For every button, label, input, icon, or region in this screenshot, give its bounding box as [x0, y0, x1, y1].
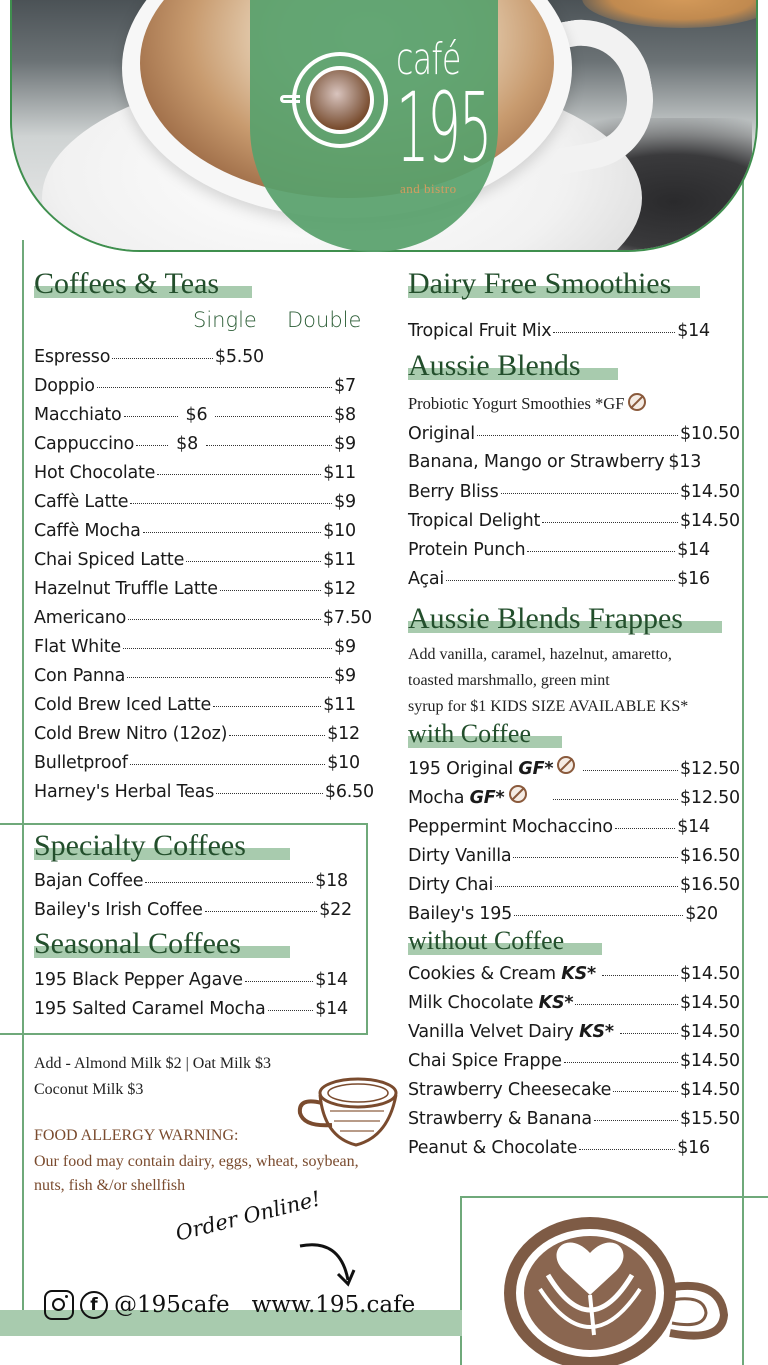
milk-addons-line2: Coconut Milk $3 [34, 1081, 144, 1098]
menu-item: Chai Spiced Latte $11 [34, 545, 356, 575]
menu-item: Mocha GF* $12.50 [408, 783, 740, 813]
order-online-label: Order Online! [173, 1186, 323, 1246]
menu-item: Cookies & Cream KS* $14.50 [408, 959, 740, 989]
logo-cafe-text: café [396, 34, 461, 85]
menu-item: 195 Original GF* $12.50 [408, 754, 740, 784]
menu-item: Tropical Delight $14.50 [408, 506, 740, 536]
menu-item: Berry Bliss $14.50 [408, 477, 740, 507]
menu-item: Caffè Latte $9 [34, 487, 356, 517]
menu-item: Milk Chocolate KS* $14.50 [408, 988, 740, 1018]
allergy-title: FOOD ALLERGY WARNING: [34, 1127, 239, 1144]
frame-line-left [22, 240, 24, 1335]
menu-item: Americano $7.50 [34, 603, 372, 633]
facebook-icon[interactable]: f [80, 1291, 108, 1319]
menu-item: Doppio $7 [34, 371, 356, 401]
logo-handle-icon [280, 95, 300, 103]
menu-item: Chai Spice Frappe $14.50 [408, 1046, 740, 1076]
allergy-line1: Our food may contain dairy, eggs, wheat, soybean, [34, 1153, 359, 1170]
frappes-note-line2: toasted marshmallo, green mint [408, 672, 610, 689]
menu-item: Hazelnut Truffle Latte $12 [34, 574, 356, 604]
col-double-label: Double [287, 308, 362, 332]
frappes-heading: Aussie Blends Frappes [408, 603, 683, 635]
dairy-free-heading: Dairy Free Smoothies [408, 268, 671, 300]
milk-addons-line1: Add - Almond Milk $2 | Oat Milk $3 [34, 1055, 271, 1072]
allergy-line2: nuts, fish &/or shellfish [34, 1177, 186, 1194]
menu-item: Banana, Mango or Strawberry $13 [408, 452, 702, 472]
social-links [44, 1290, 415, 1320]
instagram-icon[interactable] [44, 1290, 74, 1320]
frame-line-sketch-right [742, 1196, 744, 1365]
coffees-teas-heading: Coffees & Teas [34, 268, 219, 300]
pastry-photo [582, 0, 758, 28]
menu-item: Caffè Mocha $10 [34, 516, 356, 546]
menu-item: 195 Salted Caramel Mocha $14 [34, 994, 348, 1024]
frappes-note-line1: Add vanilla, caramel, hazelnut, amaretto, [408, 646, 672, 663]
menu-item: Dirty Vanilla $16.50 [408, 841, 740, 871]
menu-item: Hot Chocolate $11 [34, 458, 356, 488]
menu-item: Bajan Coffee $18 [34, 866, 348, 896]
menu-item: Vanilla Velvet Dairy KS* $14.50 [408, 1017, 740, 1047]
menu-item: Harney's Herbal Teas $6.50 [34, 777, 374, 807]
menu-item: Peanut & Chocolate $16 [408, 1133, 710, 1163]
logo-tagline: and bistro [400, 181, 457, 196]
frappes-note-line3: syrup for $1 KIDS SIZE AVAILABLE KS* [408, 698, 689, 715]
gluten-free-icon [628, 393, 646, 411]
menu-item: Peppermint Mochaccino $14 [408, 812, 710, 842]
menu-item: Protein Punch $14 [408, 535, 710, 565]
menu-item: Flat White $9 [34, 632, 356, 662]
logo-coffee-icon [306, 66, 374, 134]
with-coffee-heading: with Coffee [408, 718, 531, 750]
aussie-subtitle: Probiotic Yogurt Smoothies *GF [408, 391, 646, 417]
menu-item: Cold Brew Iced Latte $11 [34, 690, 356, 720]
specialty-heading: Specialty Coffees [34, 830, 246, 862]
menu-item: Macchiato $6 $8 [34, 400, 356, 430]
menu-item: Bailey's Irish Coffee $22 [34, 895, 352, 925]
without-coffee-heading: without Coffee [408, 925, 564, 957]
menu-item: Dirty Chai $16.50 [408, 870, 740, 900]
menu-item: 195 Black Pepper Agave $14 [34, 965, 348, 995]
logo-number: 195 [396, 72, 491, 184]
menu-item: Original $10.50 [408, 419, 740, 449]
frame-line-sketch-top [460, 1196, 768, 1198]
menu-item: Bulletproof $10 [34, 748, 360, 778]
frame-line-sketch-left [460, 1196, 462, 1365]
menu-item: Strawberry & Banana $15.50 [408, 1104, 740, 1134]
gluten-free-icon [509, 785, 527, 803]
menu-item: Bailey's 195 $20 [408, 899, 718, 929]
menu-item: Tropical Fruit Mix $14 [408, 316, 710, 346]
seasonal-heading: Seasonal Coffees [34, 928, 241, 960]
aussie-blends-heading: Aussie Blends [408, 350, 581, 382]
menu-item: Açai $16 [408, 564, 710, 594]
menu-item: Con Panna $9 [34, 661, 356, 691]
website-link[interactable]: www.195.cafe [251, 1292, 416, 1318]
menu-item: Strawberry Cheesecake $14.50 [408, 1075, 740, 1105]
frame-line-right [742, 165, 744, 1200]
menu-item: Espresso $5.50 [34, 342, 264, 372]
arrow-down-icon [296, 1238, 356, 1290]
teacup-sketch-icon [296, 1075, 402, 1155]
menu-item: Cold Brew Nitro (12oz) $12 [34, 719, 360, 749]
latte-art-sketch-icon [498, 1205, 738, 1365]
menu-item: Cappuccino $8 $9 [34, 429, 356, 459]
gluten-free-icon [557, 756, 575, 774]
col-single-label: Single [193, 308, 257, 332]
social-handle[interactable]: @195cafe [114, 1292, 230, 1318]
